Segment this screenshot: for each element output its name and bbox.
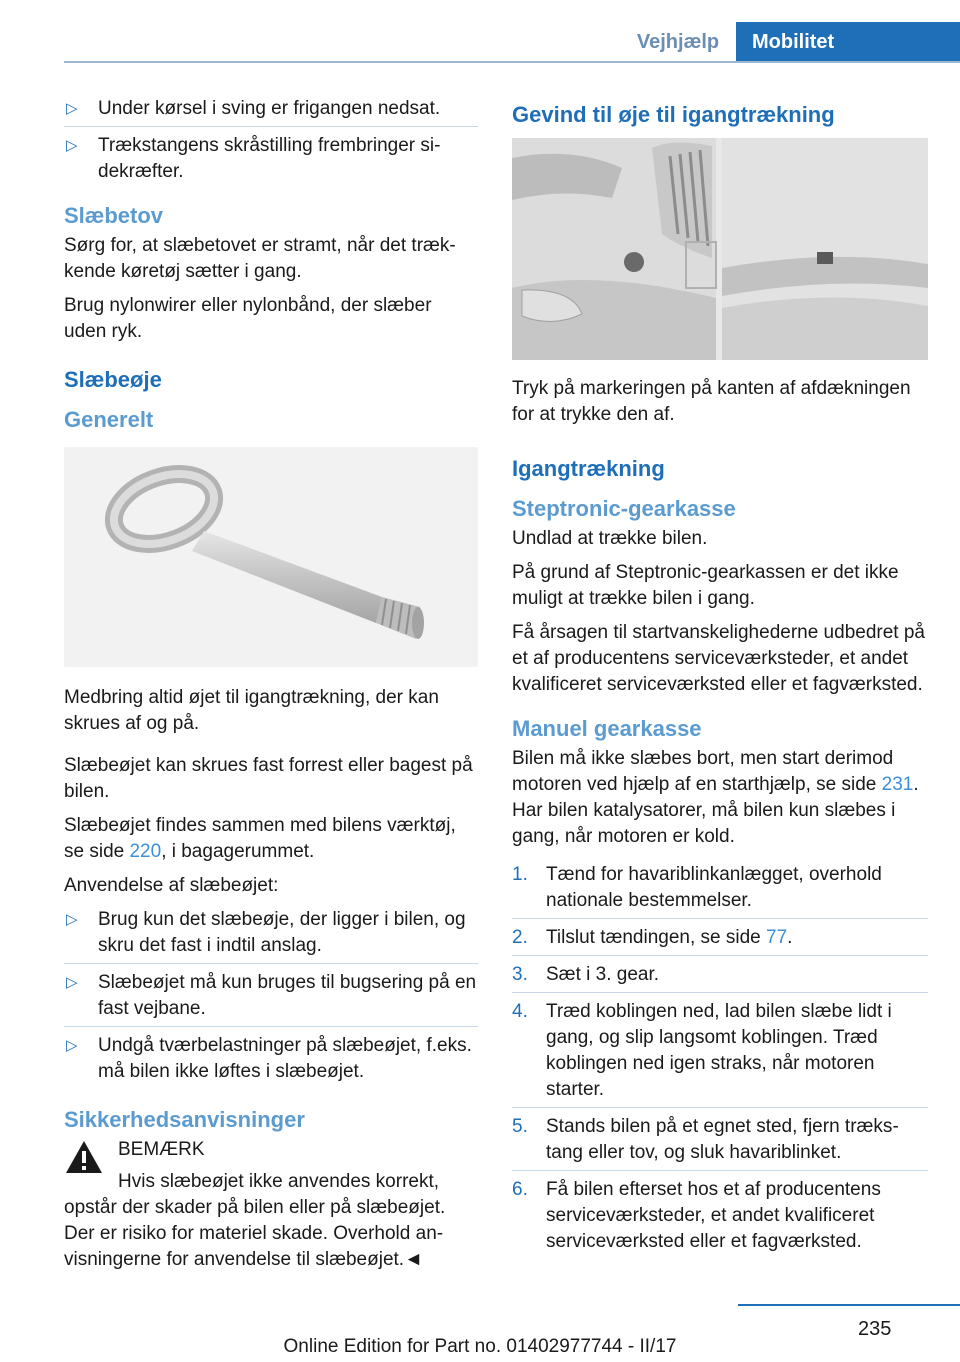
divider: [512, 1107, 928, 1108]
heading-gevind: Gevind til øje til igangtrækning: [512, 102, 835, 127]
list-item: 2. Tilslut tændingen, se side 77.: [512, 927, 793, 948]
divider: [512, 992, 928, 993]
heading-sikkerhed: Sikkerhedsanvisninger: [64, 1107, 305, 1132]
heading-manuel: Manuel gearkasse: [512, 716, 702, 741]
page-link-77[interactable]: 77: [766, 927, 788, 948]
warning-text: opstår der skader på bilen eller på slæbeøjet. Der er risiko for materiel skade. Overhold anvisningerne for anvendelse til slæbeøjet.◄: [64, 1197, 446, 1270]
divider: [64, 963, 478, 964]
steps-list: [512, 862, 928, 1255]
list-item: 6. Få bilen efterset hos et af producentens serviceværksteder, et andet kvalificeret serviceværksted eller et fagværksted.: [512, 1179, 881, 1252]
divider: [64, 1026, 478, 1027]
car-front-image: [512, 138, 928, 360]
warning-line: Hvis slæbeøjet ikke anvendes korrekt,: [118, 1171, 440, 1192]
list-item: ▷ Trækstangens skråstilling frembringer sidekræfter.: [66, 135, 441, 182]
page-link-231[interactable]: 231: [881, 774, 914, 795]
paragraph: Brug nylonwirer eller nylonbånd, der slæber uden ryk.: [64, 295, 432, 342]
divider: [512, 918, 928, 919]
triangle-bullet-icon: ▷: [66, 974, 78, 991]
footer-rule: [738, 1304, 960, 1306]
list-item: ▷ Brug kun det slæbeøje, der ligger i bilen, og skru det fast i indtil anslag.: [66, 909, 466, 956]
paragraph: Tryk på markeringen på kanten af afdækningen for at trykke den af.: [512, 378, 911, 425]
triangle-bullet-icon: ▷: [66, 100, 78, 117]
heading-slaeboeje: Slæbeøje: [64, 367, 162, 392]
header-rule: [64, 61, 960, 63]
page-number: 235: [858, 1318, 892, 1340]
divider: [512, 1170, 928, 1171]
list-item: 3. Sæt i 3. gear.: [512, 964, 660, 985]
paragraph: Slæbeøjet kan skrues fast forrest eller bagest på bilen.: [64, 755, 473, 802]
paragraph: Bilen må ikke slæbes bort, men start derimod motoren ved hjælp af en starthjælp, se side 231. Har bilen katalysatorer, må bilen kun slæbes i gang, når motoren er kold.: [512, 748, 919, 847]
heading-igangtraekning: Igangtrækning: [512, 456, 665, 481]
triangle-bullet-icon: ▷: [66, 911, 78, 928]
warning-block: [64, 1137, 478, 1273]
list-item: ▷ Under kørsel i sving er frigangen nedsat.: [64, 96, 478, 122]
edition-footer: Online Edition for Part no. 01402977744 - II/17: [283, 1336, 677, 1357]
page-header: [0, 0, 960, 62]
heading-slaebetov: Slæbetov: [64, 203, 164, 228]
list-item: ▷ Undgå tværbelastninger på slæbeøjet, f.eks. må bilen ikke løftes i slæbeøjet.: [66, 1035, 472, 1082]
warning-triangle-icon: [64, 1139, 104, 1175]
heading-generelt: Generelt: [64, 407, 154, 432]
list-item: 4. Træd koblingen ned, lad bilen slæbe lidt i gang, og slip langsomt koblingen. Træd koblingen ned igen straks, når motoren starter.: [512, 1001, 892, 1100]
paragraph: På grund af Steptronic-gearkassen er det ikke muligt at trække bilen i gang.: [512, 562, 899, 609]
tab-vejhjaelp[interactable]: Vejhjælp: [636, 31, 720, 53]
paragraph: Undlad at trække bilen.: [512, 528, 708, 549]
tab-mobilitet[interactable]: Mobilitet: [736, 22, 960, 62]
paragraph: Medbring altid øjet til igangtrækning, der kan skrues af og på.: [64, 687, 439, 734]
warning-title: BEMÆRK: [118, 1139, 205, 1160]
right-column: [512, 96, 928, 1259]
divider: [64, 126, 478, 127]
page-link-220[interactable]: 220: [129, 841, 162, 862]
list-item: 5. Stands bilen på et egnet sted, fjern trækstang eller tov, og sluk havariblinket.: [512, 1116, 899, 1163]
heading-steptronic: Steptronic-gearkasse: [512, 496, 736, 521]
towing-eye-image: [64, 447, 478, 667]
paragraph: Sørg for, at slæbetovet er stramt, når det trækkende køretøj sætter i gang.: [64, 235, 456, 282]
left-column: [64, 96, 478, 1273]
paragraph: Slæbeøjet findes sammen med bilens værktøj, se side 220, i bagagerummet.: [64, 815, 456, 862]
list-item: 1. Tænd for havariblinkanlægget, overhold nationale bestemmelser.: [512, 864, 882, 911]
triangle-bullet-icon: ▷: [66, 1037, 78, 1054]
divider: [512, 955, 928, 956]
triangle-bullet-icon: ▷: [66, 137, 78, 154]
list-item: ▷ Slæbeøjet må kun bruges til bugsering på en fast vejbane.: [66, 972, 477, 1019]
paragraph: Anvendelse af slæbeøjet:: [64, 875, 279, 896]
paragraph: Få årsagen til startvanskelighederne udbedret på et af producentens serviceværksteder, et andet kvalificeret serviceværksted eller et fagværksted.: [512, 622, 925, 695]
